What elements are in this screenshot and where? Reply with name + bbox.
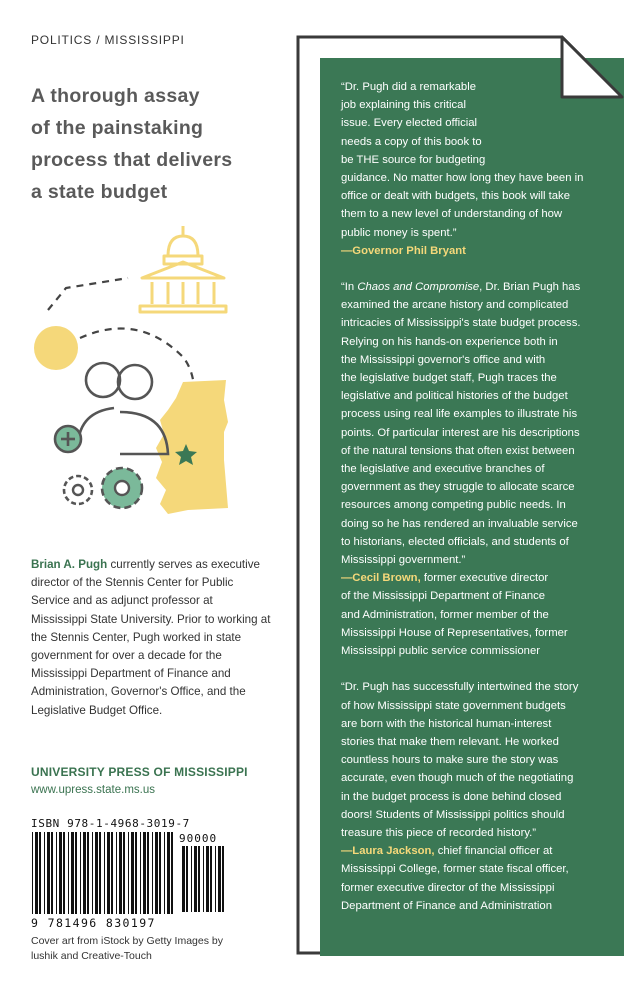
- barcode-bar: [75, 832, 77, 914]
- barcode-bar: [159, 832, 161, 914]
- publisher-url[interactable]: www.upress.state.ms.us: [31, 784, 155, 796]
- barcode-bar: [155, 832, 158, 914]
- barcode-bar: [167, 832, 170, 914]
- headline-line: a state budget: [31, 181, 168, 203]
- isbn-text: ISBN 978-1-4968-3019-7: [31, 817, 190, 830]
- barcode-bar: [147, 832, 149, 914]
- quote-line: be THE source for budgeting: [341, 153, 486, 166]
- barcode-bar: [210, 846, 212, 912]
- quote-line: resources among competing public needs. In: [341, 499, 566, 512]
- barcode-bar: [111, 832, 113, 914]
- headline-line: process that delivers: [31, 149, 233, 171]
- quote-attribution-role: Department of Finance and Administration: [341, 899, 552, 912]
- gears-icon: [64, 468, 142, 508]
- barcode-bar: [123, 832, 125, 914]
- barcode-bar: [194, 846, 197, 912]
- price-code: 90000: [179, 832, 218, 845]
- quote-line: doing so he has rendered an invaluable service: [341, 517, 578, 530]
- quote-jackson: [341, 678, 613, 915]
- headline-line: A thorough assay: [31, 85, 200, 107]
- quote-line: the Mississippi governor's office and with: [341, 353, 546, 366]
- barcode-bar: [63, 832, 65, 914]
- cover-credit: Cover art from iStock by Getty Images by lushik and Creative-Touch: [31, 935, 223, 962]
- barcode-bar: [80, 832, 81, 914]
- headline-line: of the painstaking: [31, 117, 204, 139]
- barcode-bar: [119, 832, 122, 914]
- barcode-bar: [206, 846, 209, 912]
- barcode-bar: [39, 832, 41, 914]
- addon-barcode-icon: [181, 846, 229, 912]
- endorsement-quotes: [341, 78, 613, 933]
- quote-line: public money is spent.”: [341, 226, 457, 239]
- barcode-bar: [51, 832, 53, 914]
- quote-attribution: —Cecil Brown,: [341, 572, 421, 585]
- headline: [31, 80, 271, 208]
- quote-line: points. Of particular interest are his descriptions: [341, 426, 580, 439]
- quote-line: are born with the historical human-interest: [341, 717, 552, 730]
- barcode-bar: [83, 832, 86, 914]
- quote-bryant: [341, 78, 613, 260]
- author-bio-text: currently serves as executive director of the Stennis Center for Public Service and as adjunct professor at Mississippi State University. Prior to working at the Stennis Center, Pugh worked in state government for over a decade for the Mississippi Department of Finance and Administration, Governor's Office, and the Legislative Budget Office.: [31, 558, 271, 717]
- quote-text: “In: [341, 281, 358, 294]
- quote-line: Mississippi government.”: [341, 554, 466, 567]
- barcode-bar: [71, 832, 74, 914]
- quote-line: intricacies of Mississippi's state budget process.: [341, 317, 581, 330]
- quote-attribution-role: Mississippi College, former state fiscal officer,: [341, 863, 569, 876]
- quote-line: issue. Every elected official: [341, 117, 478, 130]
- quote-line: of how Mississippi state government budgets: [341, 699, 566, 712]
- quote-line: stories that make them relevant. He worked: [341, 735, 559, 748]
- barcode-bar: [171, 832, 173, 914]
- quote-line: office or dealt with budgets, this book will take: [341, 190, 570, 203]
- quote-attribution-role: Mississippi House of Representatives, former: [341, 626, 568, 639]
- barcode-bar: [99, 832, 101, 914]
- barcode-bar: [191, 846, 192, 912]
- barcode-bar: [59, 832, 62, 914]
- quote-attribution-role: chief financial officer at: [434, 845, 553, 858]
- quote-line: “Dr. Pugh has successfully intertwined the story: [341, 681, 579, 694]
- barcode-bar: [222, 846, 224, 912]
- barcode-bar: [203, 846, 204, 912]
- quote-attribution-role: Mississippi public service commissioner: [341, 645, 541, 658]
- barcode-bar: [186, 846, 188, 912]
- barcode-bar: [152, 832, 153, 914]
- barcode-bar: [116, 832, 117, 914]
- quote-line: guidance. No matter how long they have been in: [341, 172, 584, 185]
- quote-line: countless hours to make sure the story was: [341, 754, 559, 767]
- quote-line: to historians, elected officials, and students of: [341, 535, 569, 548]
- quote-line: examined the arcane history and complicated: [341, 299, 569, 312]
- barcode-bar: [92, 832, 93, 914]
- barcode-bar: [198, 846, 200, 912]
- barcode-bar: [32, 832, 33, 914]
- quote-attribution-role: and Administration, former member of the: [341, 608, 549, 621]
- publisher-name: UNIVERSITY PRESS OF MISSISSIPPI: [31, 765, 248, 779]
- quote-line: job explaining this critical: [341, 99, 466, 112]
- quote-line: the legislative budget staff, Pugh traces the: [341, 372, 557, 385]
- quote-line: legislative and political histories of the budget: [341, 390, 568, 403]
- author-bio: [31, 556, 271, 720]
- barcode-bar: [164, 832, 165, 914]
- quote-line: government as they struggle to allocate scarce: [341, 481, 575, 494]
- barcode-bar: [44, 832, 45, 914]
- barcode-bar: [182, 846, 185, 912]
- quote-line: needs a copy of this book to: [341, 135, 482, 148]
- quote-text: , Dr. Brian Pugh has: [479, 281, 581, 294]
- quote-line: “Dr. Pugh did a remarkable: [341, 81, 476, 93]
- quote-attribution-role: former executive director of the Mississippi: [341, 881, 555, 894]
- barcode-icon: [31, 832, 176, 918]
- quote-line: treasure this piece of recorded history.”: [341, 826, 537, 839]
- barcode-bar: [47, 832, 50, 914]
- sun-icon: [34, 326, 78, 370]
- quote-line: accurate, even though much of the negotiating: [341, 772, 574, 785]
- barcode-bar: [143, 832, 146, 914]
- cover-illustration: [28, 222, 268, 527]
- people-icon: [78, 363, 168, 454]
- quote-line: Relying on his hands-on experience both in: [341, 335, 558, 348]
- quote-attribution-role: of the Mississippi Department of Finance: [341, 590, 546, 603]
- quote-line: of the natural tensions that often exist between: [341, 444, 575, 457]
- barcode-bar: [95, 832, 98, 914]
- capitol-icon: [140, 226, 226, 312]
- barcode-bar: [104, 832, 105, 914]
- barcode-bar: [68, 832, 69, 914]
- quote-attribution: —Governor Phil Bryant: [341, 244, 466, 257]
- barcode-bar: [218, 846, 221, 912]
- barcode-bar: [131, 832, 134, 914]
- quote-attribution-role: former executive director: [420, 572, 549, 585]
- book-title: Chaos and Compromise: [357, 281, 480, 294]
- ean-digits: 9 781496 830197: [31, 916, 156, 930]
- barcode-bar: [56, 832, 57, 914]
- quote-line: them to a new level of understanding of how: [341, 208, 563, 221]
- barcode-bar: [135, 832, 137, 914]
- barcode-bar: [107, 832, 110, 914]
- barcode-bar: [87, 832, 89, 914]
- barcode-bar: [35, 832, 38, 914]
- quote-line: the legislative and executive branches of: [341, 463, 545, 476]
- barcode-bar: [140, 832, 141, 914]
- quote-line: in the budget process is done behind closed: [341, 790, 562, 803]
- quote-brown: [341, 278, 613, 660]
- category-label: POLITICS / MISSISSIPPI: [31, 33, 185, 47]
- add-icon: [55, 426, 81, 452]
- quote-line: doors! Students of Mississippi politics should: [341, 808, 565, 821]
- quote-line: process using real life examples to illustrate his: [341, 408, 578, 421]
- quote-attribution: —Laura Jackson,: [341, 845, 435, 858]
- barcode-bar: [215, 846, 216, 912]
- barcode-bar: [128, 832, 129, 914]
- barcode-block: [31, 817, 231, 930]
- author-name: Brian A. Pugh: [31, 558, 108, 571]
